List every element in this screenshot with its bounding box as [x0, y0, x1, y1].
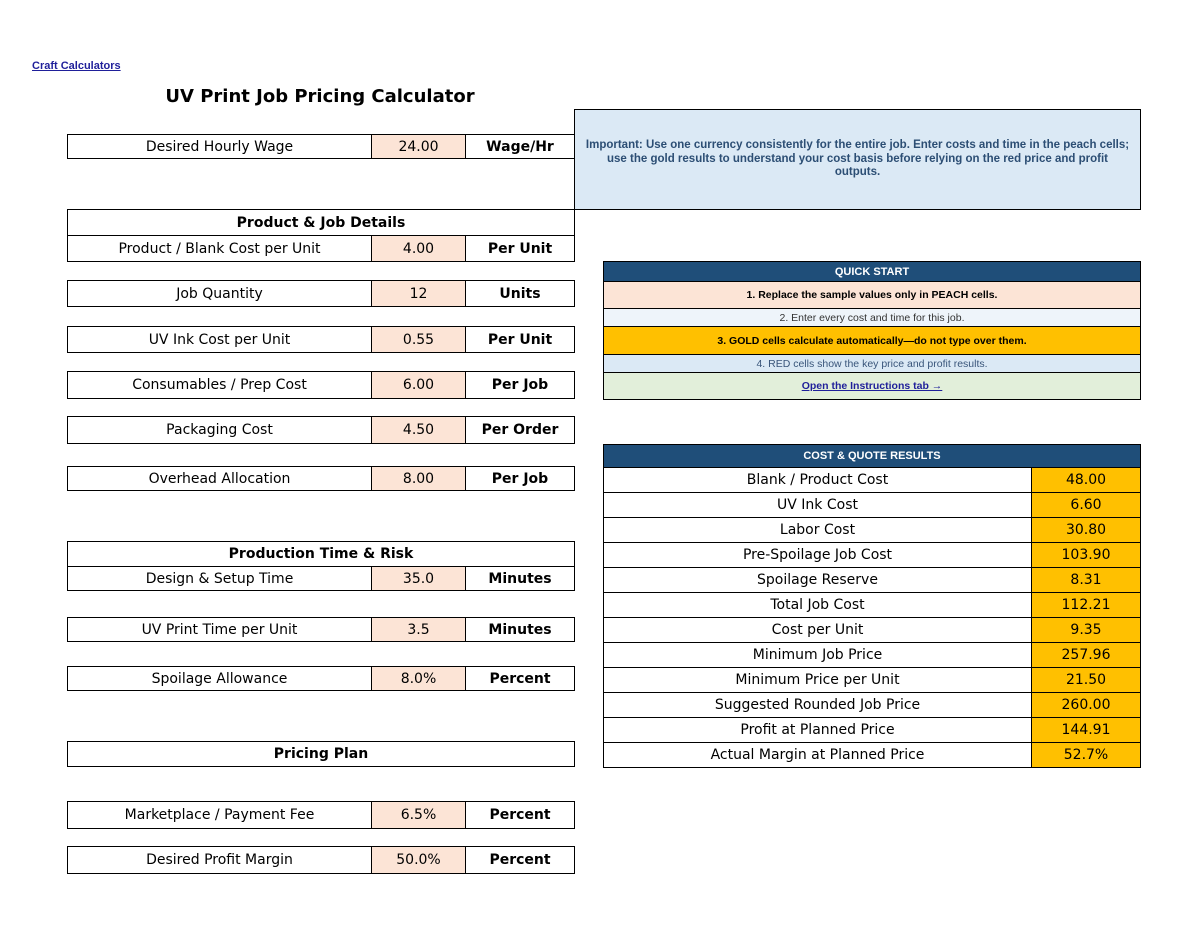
result-value: 21.50 — [1032, 668, 1140, 692]
product-cost-label: Product / Blank Cost per Unit — [68, 236, 372, 261]
production-section-heading: Production Time & Risk — [67, 541, 575, 566]
result-value: 48.00 — [1032, 468, 1140, 492]
product-cost-row — [67, 235, 575, 262]
ink-cost-unit: Per Unit — [487, 331, 553, 348]
result-row — [604, 717, 1140, 742]
margin-label: Desired Profit Margin — [68, 847, 372, 873]
result-value: 6.60 — [1032, 493, 1140, 517]
result-row — [604, 617, 1140, 642]
consumables-label: Consumables / Prep Cost — [68, 372, 372, 398]
craft-calculators-link[interactable]: Craft Calculators — [32, 60, 121, 72]
fee-input[interactable]: 6.5% — [372, 802, 466, 828]
overhead-input[interactable]: 8.00 — [372, 467, 466, 490]
quick-start-heading: QUICK START — [604, 262, 1140, 281]
pricing-section-heading: Pricing Plan — [67, 741, 575, 767]
product-cost-unit: Per Unit — [487, 240, 553, 257]
result-value: 8.31 — [1032, 568, 1140, 592]
packaging-label: Packaging Cost — [68, 417, 372, 443]
result-row — [604, 467, 1140, 492]
quick-start-step-1: 1. Replace the sample values only in PEACH cells. — [604, 281, 1140, 308]
consumables-unit: Per Job — [491, 377, 549, 393]
result-label: Cost per Unit — [604, 618, 1032, 642]
wage-input[interactable]: 24.00 — [372, 135, 466, 158]
setup-time-unit: Minutes — [488, 570, 552, 587]
fee-unit: Percent — [489, 807, 551, 823]
result-label: Minimum Price per Unit — [604, 668, 1032, 692]
results-table — [603, 444, 1141, 768]
ink-cost-input[interactable]: 0.55 — [372, 327, 466, 352]
fee-label: Marketplace / Payment Fee — [68, 802, 372, 828]
job-quantity-row — [67, 280, 575, 307]
consumables-row — [67, 371, 575, 399]
result-row — [604, 542, 1140, 567]
job-quantity-label: Job Quantity — [68, 281, 372, 306]
spoilage-label: Spoilage Allowance — [68, 667, 372, 690]
quick-start-step-4: 4. RED cells show the key price and profit results. — [604, 354, 1140, 372]
result-label: Actual Margin at Planned Price — [604, 743, 1032, 767]
ink-cost-row — [67, 326, 575, 353]
wage-label: Desired Hourly Wage — [68, 135, 372, 158]
margin-row — [67, 846, 575, 874]
job-quantity-unit: Units — [499, 285, 541, 302]
result-value: 30.80 — [1032, 518, 1140, 542]
result-label: Profit at Planned Price — [604, 718, 1032, 742]
overhead-unit: Per Job — [491, 470, 549, 487]
result-row — [604, 742, 1140, 767]
result-value: 9.35 — [1032, 618, 1140, 642]
result-label: Spoilage Reserve — [604, 568, 1032, 592]
result-row — [604, 642, 1140, 667]
quick-start-step-2: 2. Enter every cost and time for this job. — [604, 308, 1140, 326]
overhead-label: Overhead Allocation — [68, 467, 372, 490]
quick-start-step-3: 3. GOLD cells calculate automatically—do not type over them. — [604, 326, 1140, 354]
result-label: Minimum Job Price — [604, 643, 1032, 667]
result-row — [604, 692, 1140, 717]
product-section-heading: Product & Job Details — [67, 209, 575, 235]
results-heading: COST & QUOTE RESULTS — [604, 445, 1140, 467]
product-cost-input[interactable]: 4.00 — [372, 236, 466, 261]
result-label: Suggested Rounded Job Price — [604, 693, 1032, 717]
ink-cost-label: UV Ink Cost per Unit — [68, 327, 372, 352]
packaging-input[interactable]: 4.50 — [372, 417, 466, 443]
overhead-row — [67, 466, 575, 491]
wage-unit: Wage/Hr — [486, 138, 554, 155]
result-value: 103.90 — [1032, 543, 1140, 567]
setup-time-label: Design & Setup Time — [68, 567, 372, 590]
result-row — [604, 667, 1140, 692]
spoilage-unit: Percent — [489, 670, 551, 687]
result-value: 260.00 — [1032, 693, 1140, 717]
margin-input[interactable]: 50.0% — [372, 847, 466, 873]
print-time-label: UV Print Time per Unit — [68, 618, 372, 641]
result-label: Total Job Cost — [604, 593, 1032, 617]
wage-row — [67, 134, 575, 159]
spoilage-row — [67, 666, 575, 691]
result-value: 257.96 — [1032, 643, 1140, 667]
spoilage-input[interactable]: 8.0% — [372, 667, 466, 690]
result-row — [604, 492, 1140, 517]
packaging-unit: Per Order — [481, 422, 559, 438]
packaging-row — [67, 416, 575, 444]
print-time-unit: Minutes — [488, 621, 552, 638]
result-value: 112.21 — [1032, 593, 1140, 617]
quick-start-panel — [603, 261, 1141, 400]
page-title: UV Print Job Pricing Calculator — [165, 86, 475, 107]
result-value: 144.91 — [1032, 718, 1140, 742]
result-label: Labor Cost — [604, 518, 1032, 542]
important-note: Important: Use one currency consistently for the entire job. Enter costs and time in the peach cells; use the gold results to understand your cost basis before relying on the red price and profit outputs. — [574, 109, 1141, 210]
result-row — [604, 567, 1140, 592]
consumables-input[interactable]: 6.00 — [372, 372, 466, 398]
result-label: UV Ink Cost — [604, 493, 1032, 517]
result-label: Pre-Spoilage Job Cost — [604, 543, 1032, 567]
fee-row — [67, 801, 575, 829]
instructions-tab-link[interactable]: Open the Instructions tab → — [604, 372, 1140, 399]
setup-time-input[interactable]: 35.0 — [372, 567, 466, 590]
result-row — [604, 592, 1140, 617]
print-time-row — [67, 617, 575, 642]
result-row — [604, 517, 1140, 542]
margin-unit: Percent — [489, 852, 551, 868]
print-time-input[interactable]: 3.5 — [372, 618, 466, 641]
setup-time-row — [67, 566, 575, 591]
result-label: Blank / Product Cost — [604, 468, 1032, 492]
result-value: 52.7% — [1032, 743, 1140, 767]
job-quantity-input[interactable]: 12 — [372, 281, 466, 306]
